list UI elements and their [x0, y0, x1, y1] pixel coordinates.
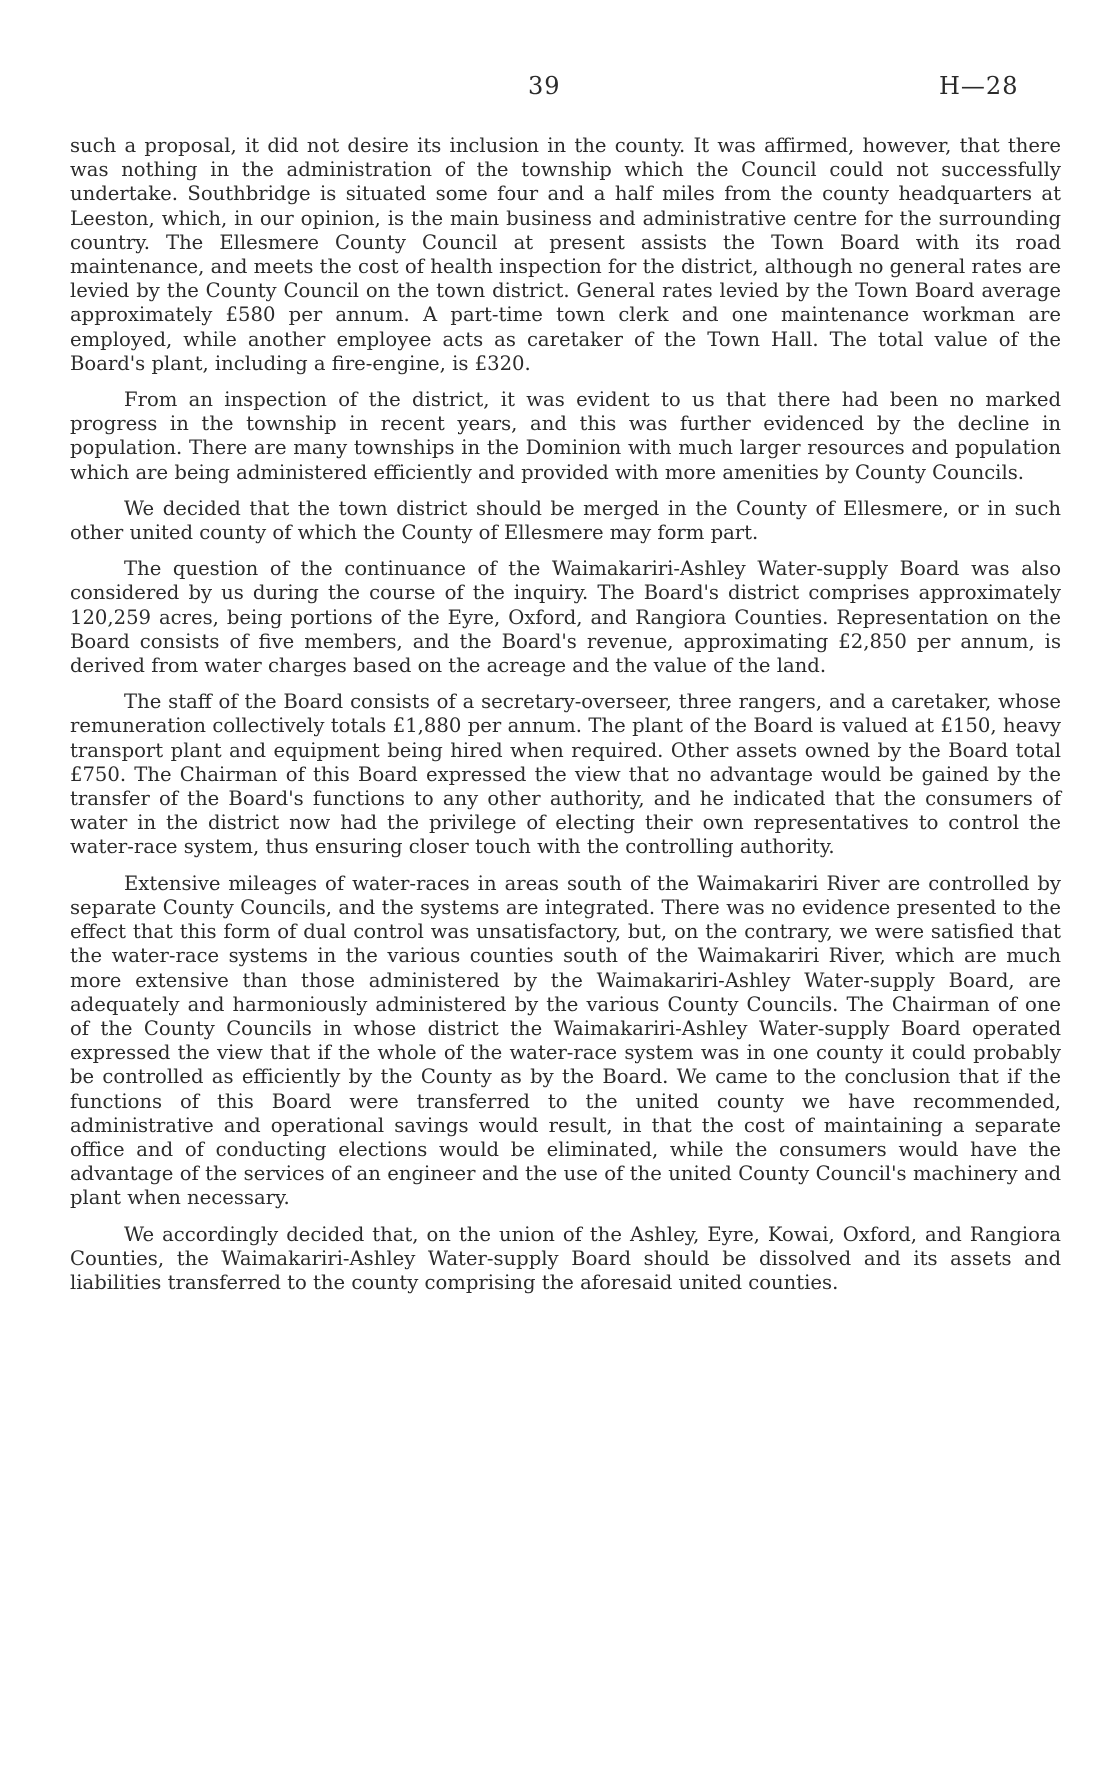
document-code: H—28 — [939, 72, 1019, 100]
paragraph-board-staff: The staff of the Board consists of a secretary-overseer, three rangers, and a caretaker, whose remuneration collectively totals £1,880 per annum. The plant of the Board is valued at £150, heavy transport plant and equipment being hired when required. Other assets owned by the Board total £750. The Chairman of this Board expressed the view that no advantage would be gained by the transfer of the Board's functions to any other authority, and he indicated that the consumers of water in the district now had the privilege of electing their own representatives to control the water-race system, thus ensuring closer touch with the controlling authority. — [70, 690, 1061, 859]
paragraph-merger-decision: We decided that the town district should be merged in the County of Ellesmere, or in such other united county of which the County of Ellesmere may form part. — [70, 496, 1061, 545]
paragraph-inspection: From an inspection of the district, it was evident to us that there had been no marked progress in the township in recent years, and this was further evidenced by the decline in population. There are many townships in the Dominion with much larger resources and population which are being administered efficiently and provided with more amenities by County Councils. — [70, 388, 1061, 484]
paragraph-water-races: Extensive mileages of water-races in areas south of the Waimakariri River are controlled by separate County Councils, and the systems are integrated. There was no evidence presented to the effect that this form of dual control was unsatisfactory, but, on the contrary, we were satisfied that the water-race systems in the various counties south of the Waimakariri River, which are much more extensive than those administered by the Waimakariri-Ashley Water-supply Board, are adequately and harmoniously administered by the various County Councils. The Chairman of one of the County Councils in whose district the Waimakariri-Ashley Water-supply Board operated expressed the view that if the whole of the water-race system was in one county it could probably be controlled as efficiently by the County as by the Board. We came to the conclusion that if the functions of this Board were transferred to the united county we have recommended, administrative and operational savings would result, in that the cost of maintaining a separate office and of conducting elections would be eliminated, while the consumers would have the advantage of the services of an engineer and the use of the united County Council's machinery and plant when necessary. — [70, 871, 1061, 1210]
report-body — [70, 134, 1061, 1295]
paragraph-water-board: The question of the continuance of the Waimakariri-Ashley Water-supply Board was also considered by us during the course of the inquiry. The Board's district comprises approximately 120,259 acres, being portions of the Eyre, Oxford, and Rangiora Counties. Representation on the Board consists of five members, and the Board's revenue, approximating £2,850 per annum, is derived from water charges based on the acreage and the value of the land. — [70, 557, 1061, 678]
paragraph-continuation: such a proposal, it did not desire its inclusion in the county. It was affirmed, however, that there was nothing in the administration of the township which the Council could not successfully undertake. Southbridge is situated some four and a half miles from the county headquarters at Leeston, which, in our opinion, is the main business and administrative centre for the surrounding country. The Ellesmere County Council at present assists the Town Board with its road maintenance, and meets the cost of health inspection for the district, although no general rates are levied by the County Council on the town district. General rates levied by the Town Board average approximately £580 per annum. A part-time town clerk and one maintenance workman are employed, while another employee acts as caretaker of the Town Hall. The total value of the Board's plant, including a fire-engine, is £320. — [70, 134, 1061, 375]
page-number: 39 — [528, 72, 561, 100]
paragraph-dissolution: We accordingly decided that, on the union of the Ashley, Eyre, Kowai, Oxford, and Rangiora Counties, the Waimakariri-Ashley Water-supply Board should be dissolved and its assets and liabilities transferred to the county comprising the aforesaid united counties. — [70, 1222, 1061, 1294]
